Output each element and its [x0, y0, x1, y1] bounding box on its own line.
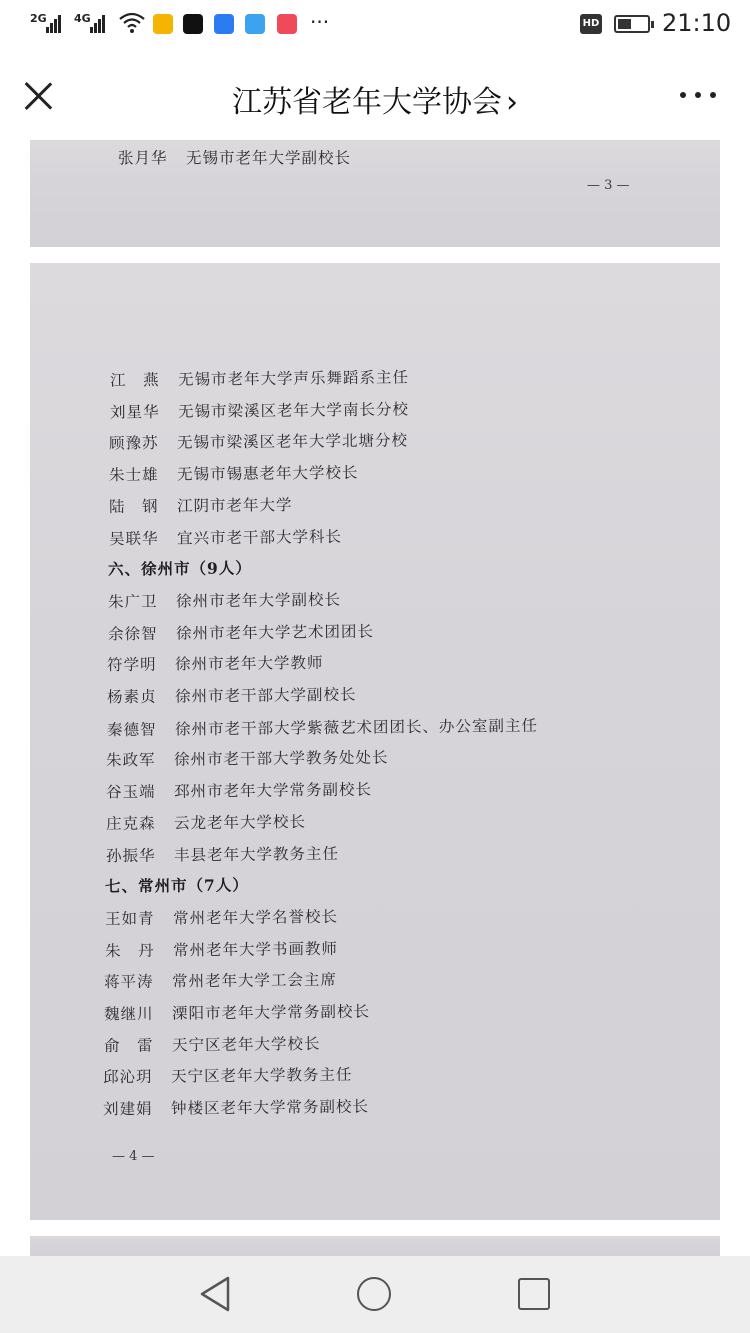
signal-icon-2 — [90, 14, 106, 33]
document-photo-page-3[interactable] — [30, 140, 720, 247]
person-name: 谷玉端 — [106, 782, 156, 802]
list-item — [107, 619, 373, 644]
person-name: 吴联华 — [108, 529, 159, 548]
wifi-icon — [118, 10, 146, 38]
person-role: 丰县老年大学教务主任 — [173, 844, 339, 865]
person-name: 刘建娟 — [103, 1099, 153, 1119]
person-name: 邱沁玥 — [103, 1068, 154, 1087]
list-item — [104, 1000, 370, 1025]
person-role: 钟楼区老年大学常务副校长 — [171, 1097, 370, 1118]
title-bar — [0, 52, 750, 140]
battery-icon — [614, 15, 650, 33]
list-item — [104, 1032, 321, 1056]
person-role: 无锡市老年大学声乐舞蹈系主任 — [177, 368, 410, 389]
person-role: 常州老年大学书画教师 — [172, 939, 338, 960]
back-icon[interactable] — [198, 1276, 232, 1316]
person-role: 江阴市老年大学 — [176, 495, 293, 516]
list-item — [105, 905, 338, 929]
notes-app-icon — [153, 14, 173, 34]
section-heading: 七、常州市（7人） — [105, 875, 250, 896]
list-item: 张月华 无锡市老年大学副校长 — [118, 149, 352, 167]
person-role: 常州老年大学工会主席 — [172, 971, 338, 991]
person-name: 杨素贞 — [106, 687, 157, 707]
section-heading: 六、徐州市（9人） — [108, 558, 253, 579]
system-nav-bar — [0, 1256, 750, 1333]
document-photo-page-5[interactable] — [30, 1236, 720, 1256]
list-item — [107, 683, 357, 708]
list-item — [106, 810, 306, 834]
person-role: 邳州市老年大学常务副校长 — [174, 780, 373, 801]
person-name: 刘星华 — [109, 402, 160, 422]
list-item — [103, 1095, 369, 1120]
list-item — [104, 936, 337, 960]
list-item — [103, 1063, 353, 1088]
list-item — [106, 778, 372, 803]
clock: 21:10 — [662, 9, 732, 37]
person-name: 孙振华 — [105, 846, 156, 865]
page-title[interactable] — [0, 77, 750, 121]
person-role: 宜兴市老干部大学科长 — [176, 527, 342, 548]
person-name: 俞 雷 — [103, 1036, 154, 1055]
signal-icon — [46, 14, 62, 33]
home-icon[interactable] — [357, 1277, 391, 1311]
list-item — [105, 841, 338, 865]
person-name: 秦德智 — [106, 720, 157, 739]
person-role: 徐州市老年大学艺术团团长 — [175, 622, 374, 643]
person-name: 朱政军 — [106, 751, 157, 770]
list-item — [104, 968, 337, 992]
more-notifications-icon: ··· — [310, 10, 330, 34]
person-name: 江 燕 — [109, 371, 160, 390]
page-title-text: 江苏省老年大学协会 — [232, 85, 502, 120]
list-item — [109, 493, 293, 517]
person-name: 顾豫苏 — [109, 434, 160, 453]
person-role: 徐州市老干部大学副校长 — [174, 685, 357, 706]
person-role: 常州老年大学名誉校长 — [172, 907, 339, 928]
list-item — [108, 524, 341, 548]
person-role: 徐州市老干部大学紫薇艺术团团长、办公室副主任 — [174, 716, 538, 739]
chevron-right-icon: › — [506, 85, 518, 120]
recent-apps-icon[interactable] — [518, 1278, 550, 1310]
person-name: 符学明 — [107, 655, 157, 675]
capcut-app-icon — [183, 14, 203, 34]
person-name: 蒋平涛 — [104, 972, 154, 992]
person-role: 徐州市老干部大学教务处处长 — [174, 748, 390, 770]
person-role: 云龙老年大学校长 — [173, 812, 306, 833]
list-item — [110, 365, 409, 390]
battery-level — [618, 19, 631, 29]
person-name: 魏继川 — [103, 1004, 154, 1024]
person-name: 朱士雄 — [109, 465, 159, 485]
list-item — [109, 429, 408, 454]
person-role: 无锡市梁溪区老年大学南长分校 — [177, 400, 409, 421]
person-name: 朱广卫 — [107, 592, 158, 612]
person-role: 徐州市老年大学教师 — [175, 654, 324, 674]
video-app-icon — [277, 14, 297, 34]
person-role: 溧阳市老年大学常务副校长 — [171, 1002, 371, 1023]
person-role: 无锡市锡惠老年大学校长 — [177, 463, 359, 484]
network-type-2: 4G — [74, 12, 91, 25]
person-name: 陆 钢 — [108, 497, 159, 516]
person-name: 余徐智 — [107, 624, 158, 643]
person-name: 王如青 — [104, 909, 155, 929]
list-item — [110, 397, 409, 422]
network-type-1: 2G — [30, 12, 47, 25]
more-options-icon[interactable] — [678, 84, 718, 104]
browser-app-icon — [214, 14, 234, 34]
map-app-icon — [245, 14, 265, 34]
list-item — [106, 746, 389, 771]
person-role: 徐州市老年大学副校长 — [175, 590, 342, 611]
document-photo-page-4[interactable] — [30, 263, 720, 1220]
hd-badge: HD — [580, 14, 602, 34]
person-role: 天宁区老年大学教务主任 — [171, 1066, 354, 1086]
page-number: — 4 — — [112, 1149, 155, 1164]
person-name: 庄克森 — [105, 814, 156, 833]
list-item — [109, 461, 359, 486]
person-role: 无锡市梁溪区老年大学北塘分校 — [177, 431, 409, 453]
list-item — [107, 651, 324, 675]
person-role: 天宁区老年大学校长 — [171, 1034, 321, 1055]
status-bar — [0, 0, 750, 52]
list-item — [108, 588, 341, 612]
person-name: 朱 丹 — [104, 941, 155, 960]
page-number: — 3 — — [587, 178, 630, 193]
list-item — [107, 713, 538, 740]
